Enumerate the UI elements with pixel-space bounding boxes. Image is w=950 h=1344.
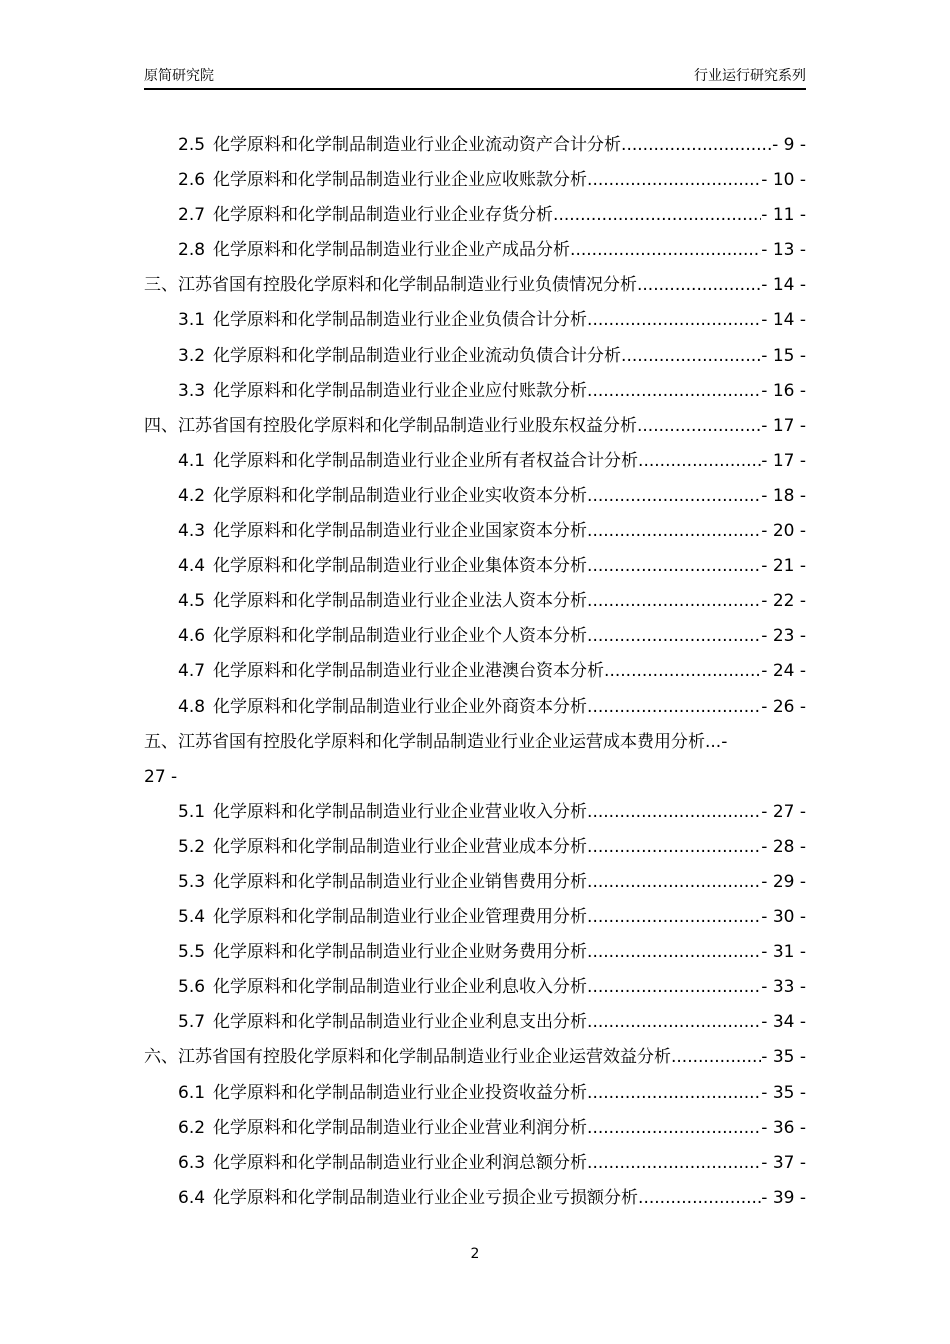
toc-leader [621, 128, 772, 163]
toc-page: - 9 - [772, 135, 806, 155]
toc-entry-2-5[interactable] [144, 128, 806, 163]
toc-number: 三、 [144, 275, 178, 296]
toc-number: 六、 [144, 1047, 178, 1068]
toc-leader [587, 584, 761, 619]
toc-entry-6-1[interactable] [144, 1076, 806, 1111]
toc-title: 化学原料和化学制品制造业行业企业存货分析 [213, 205, 554, 226]
toc-leader [621, 339, 761, 374]
toc-page: - 20 - [761, 521, 806, 542]
toc-title: 化学原料和化学制品制造业行业企业流动负债合计分析 [213, 345, 622, 366]
toc-title: 化学原料和化学制品制造业行业企业营业收入分析 [213, 801, 588, 822]
toc-page: - 34 - [761, 1012, 806, 1033]
page-number: 2 [470, 1246, 480, 1262]
toc-number: 5.6 [178, 977, 206, 998]
toc-number: 4.1 [178, 450, 206, 471]
toc-title: 化学原料和化学制品制造业行业企业管理费用分析 [213, 907, 588, 928]
toc-number: 6.1 [178, 1082, 206, 1103]
toc-title: 化学原料和化学制品制造业行业企业销售费用分析 [213, 871, 588, 892]
toc-entry-3-3[interactable] [144, 374, 806, 409]
toc-page: - 29 - [761, 871, 806, 892]
toc-page: - 39 - [761, 1187, 806, 1208]
toc-title: 江苏省国有控股化学原料和化学制品制造业行业股东权益分析 [178, 415, 637, 436]
toc-title: 化学原料和化学制品制造业行业企业流动资产合计分析 [213, 135, 622, 155]
toc-number: 5.7 [178, 1012, 206, 1033]
toc-number: 四、 [144, 415, 178, 436]
toc-page: - 26 - [761, 696, 806, 717]
header-series: 行业运行研究系列 [694, 68, 806, 84]
toc-leader [637, 409, 761, 444]
toc-title: 化学原料和化学制品制造业行业企业营业成本分析 [213, 836, 588, 857]
toc-entry-section-4[interactable] [144, 409, 806, 444]
toc-entry-4-7[interactable] [144, 654, 806, 689]
toc-number: 4.5 [178, 591, 206, 612]
table-of-contents [144, 128, 806, 1216]
toc-entry-6-4[interactable] [144, 1181, 806, 1216]
toc-page: - 14 - [761, 310, 806, 331]
toc-entry-2-8[interactable] [144, 233, 806, 268]
toc-entry-6-3[interactable] [144, 1146, 806, 1181]
toc-page: - 18 - [761, 485, 806, 506]
toc-number: 2.6 [178, 170, 206, 191]
toc-leader [604, 654, 761, 689]
toc-leader [570, 233, 761, 268]
toc-leader [587, 374, 761, 409]
toc-leader [587, 303, 761, 338]
toc-number: 4.2 [178, 485, 206, 506]
toc-entry-4-4[interactable] [144, 549, 806, 584]
toc-entry-4-1[interactable] [144, 444, 806, 479]
toc-entry-4-5[interactable] [144, 584, 806, 619]
toc-title: 化学原料和化学制品制造业行业企业集体资本分析 [213, 556, 588, 577]
toc-page: - 31 - [761, 942, 806, 963]
toc-title: 化学原料和化学制品制造业行业企业实收资本分析 [213, 485, 588, 506]
toc-leader [587, 549, 761, 584]
toc-entry-5-4[interactable] [144, 900, 806, 935]
toc-number: 3.3 [178, 380, 206, 401]
toc-entry-3-2[interactable] [144, 339, 806, 374]
toc-leader [587, 619, 761, 654]
toc-number: 6.3 [178, 1152, 206, 1173]
toc-title: 化学原料和化学制品制造业行业企业营业利润分析 [213, 1117, 588, 1138]
toc-title: 化学原料和化学制品制造业行业企业所有者权益合计分析 [213, 450, 639, 471]
toc-title: 江苏省国有控股化学原料和化学制品制造业行业企业运营成本费用分析 [178, 731, 705, 752]
toc-number: 4.7 [178, 661, 206, 682]
page-header [144, 66, 806, 90]
toc-leader [587, 690, 761, 725]
toc-entry-section-6[interactable] [144, 1040, 806, 1075]
toc-entry-4-6[interactable] [144, 619, 806, 654]
toc-leader [587, 795, 761, 830]
toc-title: 江苏省国有控股化学原料和化学制品制造业行业负债情况分析 [178, 275, 637, 296]
toc-entry-4-2[interactable] [144, 479, 806, 514]
toc-title: 化学原料和化学制品制造业行业企业产成品分析 [213, 240, 571, 261]
toc-number: 5.2 [178, 836, 206, 857]
toc-leader [587, 830, 761, 865]
toc-number: 6.2 [178, 1117, 206, 1138]
toc-number: 4.4 [178, 556, 206, 577]
toc-entry-2-6[interactable] [144, 163, 806, 198]
toc-leader [587, 970, 761, 1005]
toc-leader [587, 1146, 761, 1181]
toc-page: - 36 - [761, 1117, 806, 1138]
toc-entry-section-5[interactable] [144, 725, 806, 795]
toc-number: 4.3 [178, 521, 206, 542]
toc-number: 5.3 [178, 871, 206, 892]
toc-leader [587, 1111, 761, 1146]
toc-leader [587, 163, 761, 198]
toc-title: 化学原料和化学制品制造业行业企业应付账款分析 [213, 380, 588, 401]
toc-page: - 10 - [761, 170, 806, 191]
toc-entry-4-8[interactable] [144, 690, 806, 725]
toc-page: - 17 - [761, 450, 806, 471]
toc-title: 化学原料和化学制品制造业行业企业利润总额分析 [213, 1152, 588, 1173]
toc-page: - 16 - [761, 380, 806, 401]
toc-title: 江苏省国有控股化学原料和化学制品制造业行业企业运营效益分析 [178, 1047, 671, 1068]
toc-page-part2: 27 - [144, 766, 178, 787]
toc-entry-5-6[interactable] [144, 970, 806, 1005]
toc-leader [637, 268, 761, 303]
toc-page: - 35 - [761, 1047, 806, 1068]
toc-title: 化学原料和化学制品制造业行业企业财务费用分析 [213, 942, 588, 963]
toc-entry-5-7[interactable] [144, 1005, 806, 1040]
toc-number: 2.8 [178, 240, 206, 261]
toc-number: 五、 [144, 731, 178, 752]
toc-entry-5-5[interactable] [144, 935, 806, 970]
toc-title: 化学原料和化学制品制造业行业企业港澳台资本分析 [213, 661, 605, 682]
toc-title: 化学原料和化学制品制造业行业企业亏损企业亏损额分析 [213, 1187, 639, 1208]
toc-leader [587, 865, 761, 900]
toc-leader [587, 935, 761, 970]
toc-number: 3.2 [178, 345, 206, 366]
toc-title: 化学原料和化学制品制造业行业企业应收账款分析 [213, 170, 588, 191]
toc-number: 3.1 [178, 310, 206, 331]
toc-number: 2.5 [178, 135, 206, 155]
toc-page: - 21 - [761, 556, 806, 577]
toc-page: - 28 - [761, 836, 806, 857]
toc-entry-5-1[interactable] [144, 795, 806, 830]
toc-title: 化学原料和化学制品制造业行业企业利息收入分析 [213, 977, 588, 998]
toc-page: - 35 - [761, 1082, 806, 1103]
toc-page: - 17 - [761, 415, 806, 436]
toc-title: 化学原料和化学制品制造业行业企业利息支出分析 [213, 1012, 588, 1033]
header-organization: 原简研究院 [144, 68, 214, 84]
toc-entry-section-3[interactable] [144, 268, 806, 303]
toc-title: 化学原料和化学制品制造业行业企业负债合计分析 [213, 310, 588, 331]
toc-number: 2.7 [178, 205, 206, 226]
toc-leader [587, 479, 761, 514]
toc-number: 4.8 [178, 696, 206, 717]
toc-page: - 24 - [761, 661, 806, 682]
toc-title: 化学原料和化学制品制造业行业企业个人资本分析 [213, 626, 588, 647]
toc-page: - 22 - [761, 591, 806, 612]
toc-leader [587, 900, 761, 935]
toc-page: - 33 - [761, 977, 806, 998]
toc-leader [553, 198, 761, 233]
toc-entry-6-2[interactable] [144, 1111, 806, 1146]
toc-title: 化学原料和化学制品制造业行业企业国家资本分析 [213, 521, 588, 542]
toc-page: - 11 - [761, 205, 806, 226]
toc-leader [587, 514, 761, 549]
toc-page: - 37 - [761, 1152, 806, 1173]
toc-leader [587, 1076, 761, 1111]
toc-number: 5.5 [178, 942, 206, 963]
toc-page: - 15 - [761, 345, 806, 366]
toc-page-part1: ...- [705, 731, 728, 752]
toc-title: 化学原料和化学制品制造业行业企业外商资本分析 [213, 696, 588, 717]
toc-number: 5.4 [178, 907, 206, 928]
toc-entry-5-3[interactable] [144, 865, 806, 900]
toc-page: - 13 - [761, 240, 806, 261]
toc-page: - 30 - [761, 907, 806, 928]
toc-leader [638, 444, 761, 479]
toc-entry-2-7[interactable] [144, 198, 806, 233]
toc-leader [671, 1040, 761, 1075]
toc-title: 化学原料和化学制品制造业行业企业法人资本分析 [213, 591, 588, 612]
toc-leader [587, 1005, 761, 1040]
toc-page: - 23 - [761, 626, 806, 647]
toc-entry-5-2[interactable] [144, 830, 806, 865]
toc-entry-4-3[interactable] [144, 514, 806, 549]
toc-number: 6.4 [178, 1187, 206, 1208]
toc-entry-3-1[interactable] [144, 303, 806, 338]
toc-number: 4.6 [178, 626, 206, 647]
toc-page: - 14 - [761, 275, 806, 296]
toc-leader [638, 1181, 761, 1216]
toc-number: 5.1 [178, 801, 206, 822]
toc-page: - 27 - [761, 801, 806, 822]
toc-title: 化学原料和化学制品制造业行业企业投资收益分析 [213, 1082, 588, 1103]
